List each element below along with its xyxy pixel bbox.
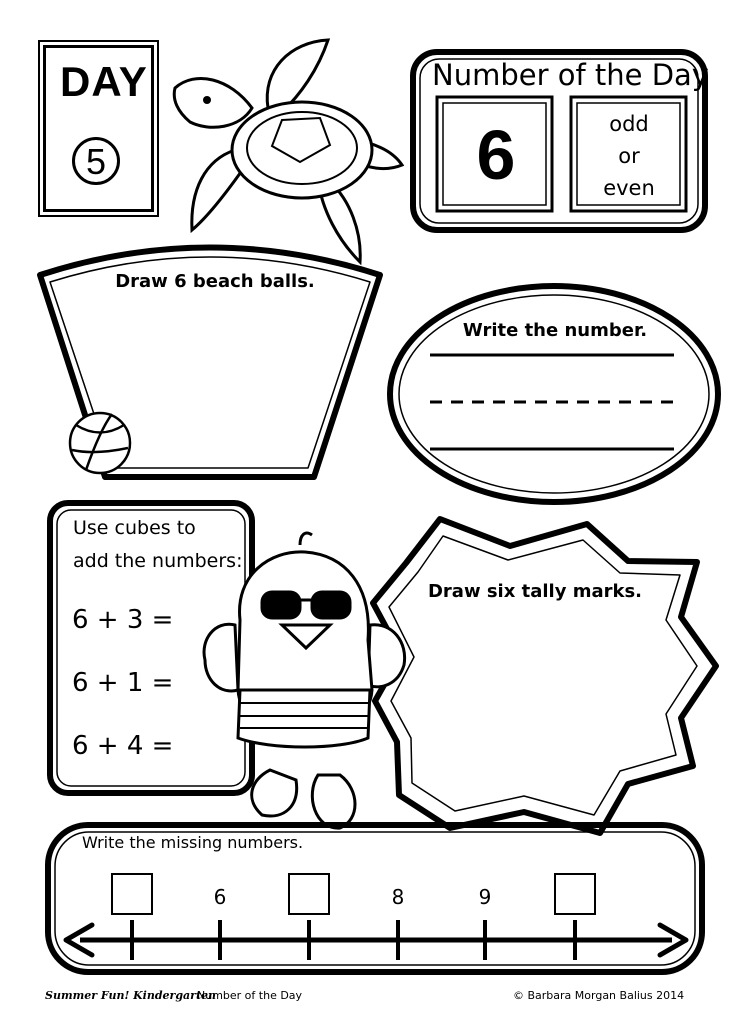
turtle-illustration (174, 40, 402, 262)
day-number: 6 (476, 116, 516, 194)
missing-number-box[interactable] (111, 873, 153, 915)
footer-subtitle: Number of the Day (197, 989, 303, 1002)
footer-copyright: © Barbara Morgan Balius 2014 (513, 989, 685, 1002)
odd-label: odd (609, 112, 649, 136)
number-line-label: 8 (391, 885, 405, 909)
equation: 6 + 3 = (72, 605, 174, 635)
equation: 6 + 1 = (72, 668, 174, 698)
beach-ball-icon (70, 413, 130, 473)
missing-number-box[interactable] (288, 873, 330, 915)
tally-starburst-frame (373, 519, 716, 833)
cubes-instruction-line1: Use cubes to (73, 517, 196, 539)
day-number-circle: 5 (72, 137, 120, 185)
equation: 6 + 4 = (72, 731, 174, 761)
write-number-oval (390, 286, 718, 502)
beach-balls-prompt: Draw 6 beach balls. (115, 271, 315, 292)
missing-numbers-prompt: Write the missing numbers. (82, 833, 304, 852)
number-line-label: 9 (478, 885, 492, 909)
penguin-illustration (204, 533, 405, 828)
day-label: DAY (60, 58, 148, 105)
footer-brand: Summer Fun! Kindergarten (45, 989, 217, 1002)
write-number-prompt: Write the number. (462, 320, 648, 341)
or-label: or (618, 144, 640, 168)
missing-number-box[interactable] (554, 873, 596, 915)
number-of-day-title: Number of the Day (432, 58, 709, 92)
even-label: even (603, 176, 655, 200)
number-line-label: 6 (213, 885, 227, 909)
tally-prompt: Draw six tally marks. (427, 581, 642, 602)
cubes-instruction-line2: add the numbers: (73, 550, 243, 572)
